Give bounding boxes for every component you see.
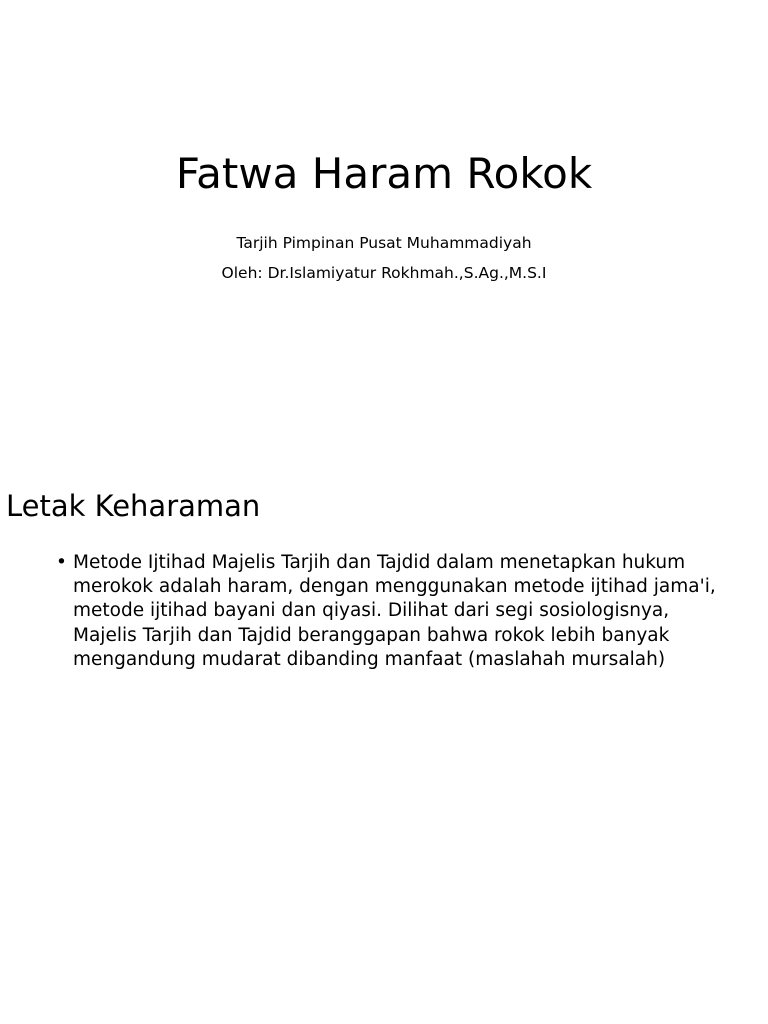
bullet-marker: •	[56, 552, 67, 573]
title-slide	[0, 0, 768, 440]
subtitle-line-organization: Tarjih Pimpinan Pusat Muhammadiyah	[236, 234, 532, 252]
subtitle-line-author: Oleh: Dr.Islamiyatur Rokhmah.,S.Ag.,M.S.I	[221, 264, 547, 282]
slide-subtitle	[0, 228, 768, 288]
bullet-text: Metode Ijtihad Majelis Tarjih dan Tajdid dalam menetapkan hukum merokok adalah haram, dengan menggunakan metode ijtihad jama'i, metode ijtihad bayani dan qiyasi. Dilihat dari segi sosiologisnya, Majelis Tarjih dan Tajdid beranggapan bahwa rokok lebih banyak mengandung mudarat dibanding manfaat (maslahah mursalah)	[73, 552, 716, 670]
content-slide	[0, 440, 768, 1024]
bullet-item	[56, 551, 716, 672]
section-heading: Letak Keharaman	[6, 489, 261, 523]
slide-title: Fatwa Haram Rokok	[175, 149, 593, 198]
bullet-list	[56, 551, 716, 672]
